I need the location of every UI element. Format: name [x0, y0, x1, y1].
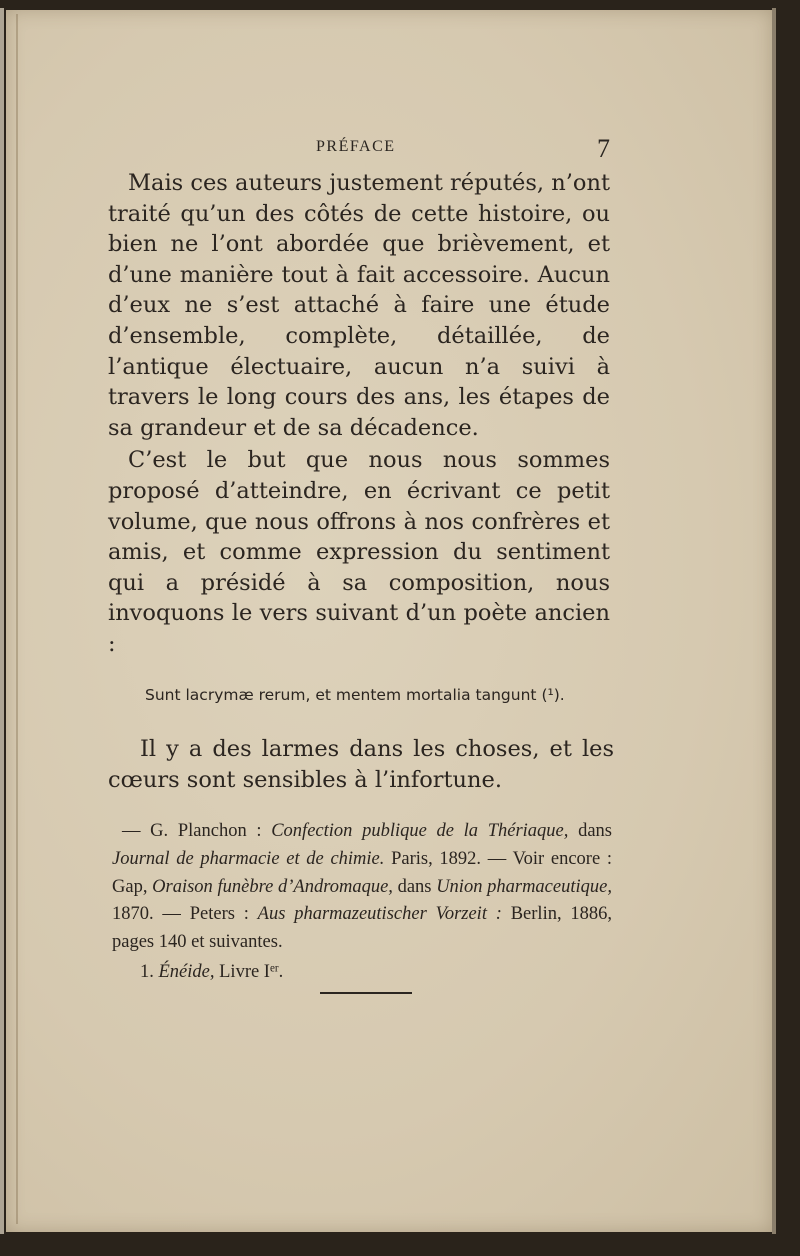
- footnote: [112, 818, 612, 957]
- footnote-text: dans: [568, 821, 612, 841]
- page-edge-left: [0, 8, 4, 1234]
- footnote-number: 1.: [140, 961, 159, 982]
- footnote-text: .: [278, 961, 284, 982]
- footnote-title: Énéide,: [158, 961, 215, 982]
- footnote-reference: (¹).: [541, 686, 565, 704]
- page-number: 7: [597, 134, 610, 163]
- footnotes: [112, 818, 612, 987]
- paragraph: C’est le but que nous nous sommes proposé d’atteindre, en écrivant ce petit volume, que nous offrons à nos confrères et amis, et comme expression du sentiment qui a présidé à sa composition, nous invoquons le vers suivant d’un poète ancien :: [108, 447, 610, 657]
- footnote-title: Journal de pharmacie et de chimie.: [112, 848, 385, 869]
- superscript: er: [269, 962, 279, 975]
- running-head: [120, 136, 610, 164]
- footnote-text: dans: [392, 876, 437, 897]
- running-head-title: PRÉFACE: [316, 138, 396, 155]
- gutter-fold: [16, 14, 18, 1224]
- translation-text: Il y a des larmes dans les choses, et les cœurs sont sensibles à l’infortune.: [108, 736, 614, 793]
- latin-verse: Sunt lacrymæ rerum, et mentem mortalia tangunt: [145, 686, 537, 704]
- page-edge-right: [772, 8, 776, 1234]
- footnote-title: Confection publique de la Thériaque,: [271, 821, 569, 841]
- body-text: [108, 168, 610, 660]
- footnote-title: Aus pharmazeutischer Vorzeit :: [257, 904, 502, 925]
- footnote-text: Paris, 1892. — Voir encore : Gap,: [112, 848, 612, 897]
- footnote: [112, 959, 612, 987]
- paragraph: Mais ces auteurs justement réputés, n’ont traité qu’un des côtés de cette histoire, ou bien ne l’ont abordée que brièvement, et d’une manière tout à fait accessoire. Aucun d’eux ne s’est attaché à faire une étude d’ensemble, complète, détaillée, de l’antique électuaire, aucun n’a suivi à travers le long cours des ans, les étapes de sa grandeur et de sa décadence.: [108, 170, 610, 441]
- footnote-text: Livre I: [214, 961, 270, 982]
- footnote-text: — G. Planchon :: [122, 821, 272, 841]
- latin-quote: [145, 686, 605, 704]
- footnote-text: 1870. — Peters :: [112, 904, 258, 925]
- translation: [108, 734, 614, 795]
- closing-rule: [320, 992, 412, 994]
- footnote-title: Union pharmaceutique,: [436, 876, 612, 897]
- footnote-title: Oraison funèbre d’Andromaque,: [152, 876, 393, 897]
- footnote-text: Berlin, 1886, pages 140 et suivantes.: [112, 904, 612, 953]
